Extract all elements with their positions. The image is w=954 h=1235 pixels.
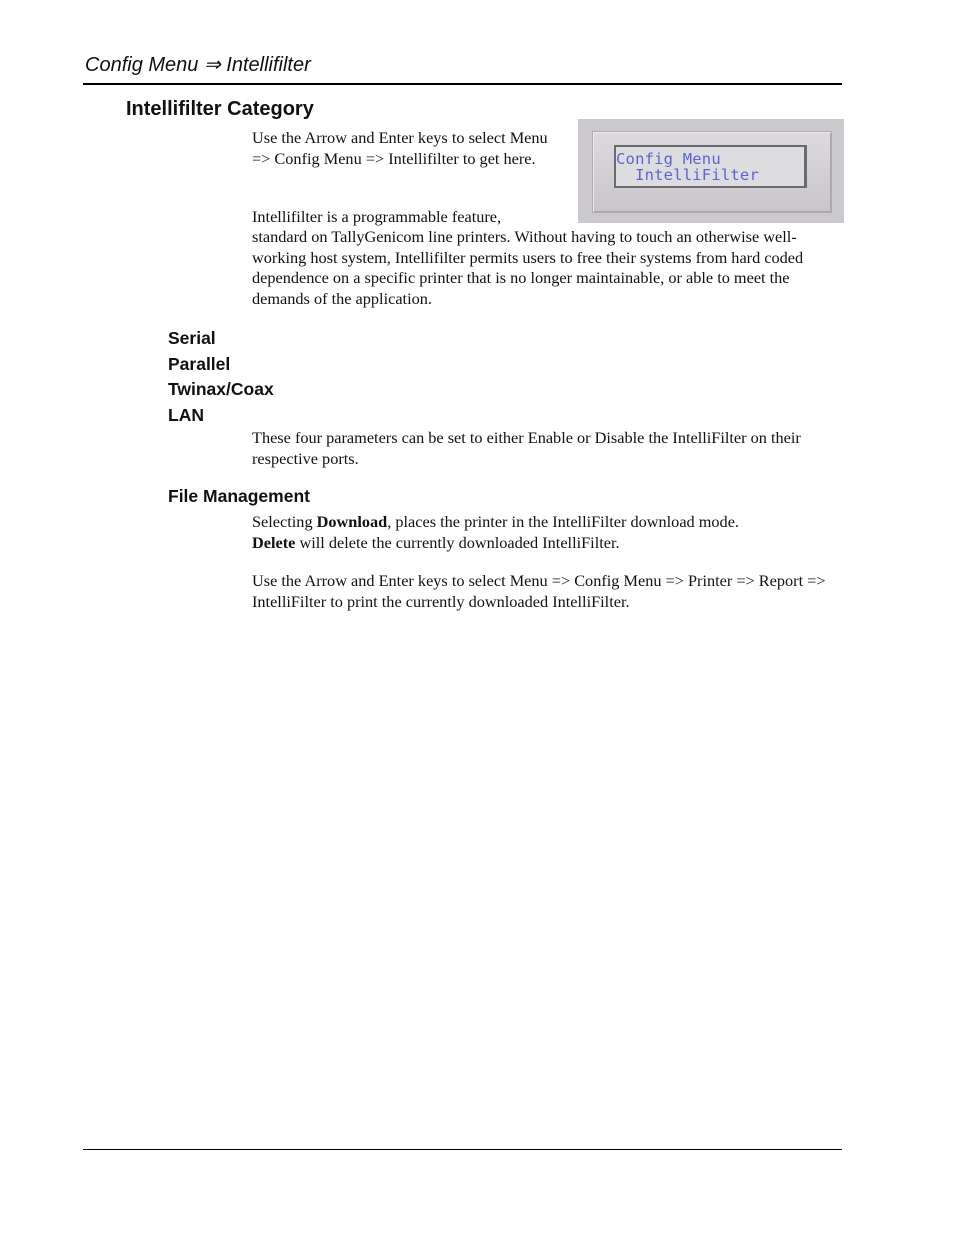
lcd-bezel xyxy=(592,131,832,213)
file-management-description xyxy=(252,512,842,553)
running-header: Config Menu ⇒ Intellifilter xyxy=(85,54,311,76)
param-twinax-coax: Twinax/Coax xyxy=(168,379,274,399)
intellifilter-description-first-line: Intellifilter is a programmable feature, xyxy=(252,207,502,226)
download-option: Download xyxy=(316,512,388,531)
ports-description: These four parameters can be set to either Enable or Disable the IntelliFilter on their respective ports. xyxy=(252,428,801,468)
footer-rule xyxy=(83,1149,842,1150)
param-serial: Serial xyxy=(168,328,216,348)
navigation-instructions: Use the Arrow and Enter keys to select Menu => Config Menu => Intellifilter to get here. xyxy=(252,128,548,168)
selecting-text: Selecting xyxy=(252,512,317,531)
download-description: , places the printer in the IntelliFilter download mode. xyxy=(387,512,739,531)
section-title: Intellifilter Category xyxy=(126,98,314,120)
param-lan: LAN xyxy=(168,404,204,425)
lcd-line-1: Config Menu xyxy=(616,150,721,168)
header-rule xyxy=(83,83,842,85)
lcd-screen xyxy=(614,145,807,188)
lcd-display-photo xyxy=(578,119,844,223)
param-parallel: Parallel xyxy=(168,353,231,374)
file-management-heading: File Management xyxy=(168,486,310,506)
lcd-line-2: IntelliFilter xyxy=(616,166,759,184)
intellifilter-description: standard on TallyGenicom line printers. Without having to touch an otherwise well-working host system, Intellifilter permits users to free their systems from hard coded dependence on a specific printer that is no longer maintainable, or able to meet the demands of the application. xyxy=(252,227,804,308)
delete-description: will delete the currently downloaded IntelliFilter. xyxy=(295,532,620,552)
delete-option: Delete xyxy=(252,532,296,552)
print-instructions: Use the Arrow and Enter keys to select Menu => Config Menu => Printer => Report => IntelliFilter to print the currently downloaded IntelliFilter. xyxy=(252,571,826,611)
port-parameter-list xyxy=(168,326,274,428)
